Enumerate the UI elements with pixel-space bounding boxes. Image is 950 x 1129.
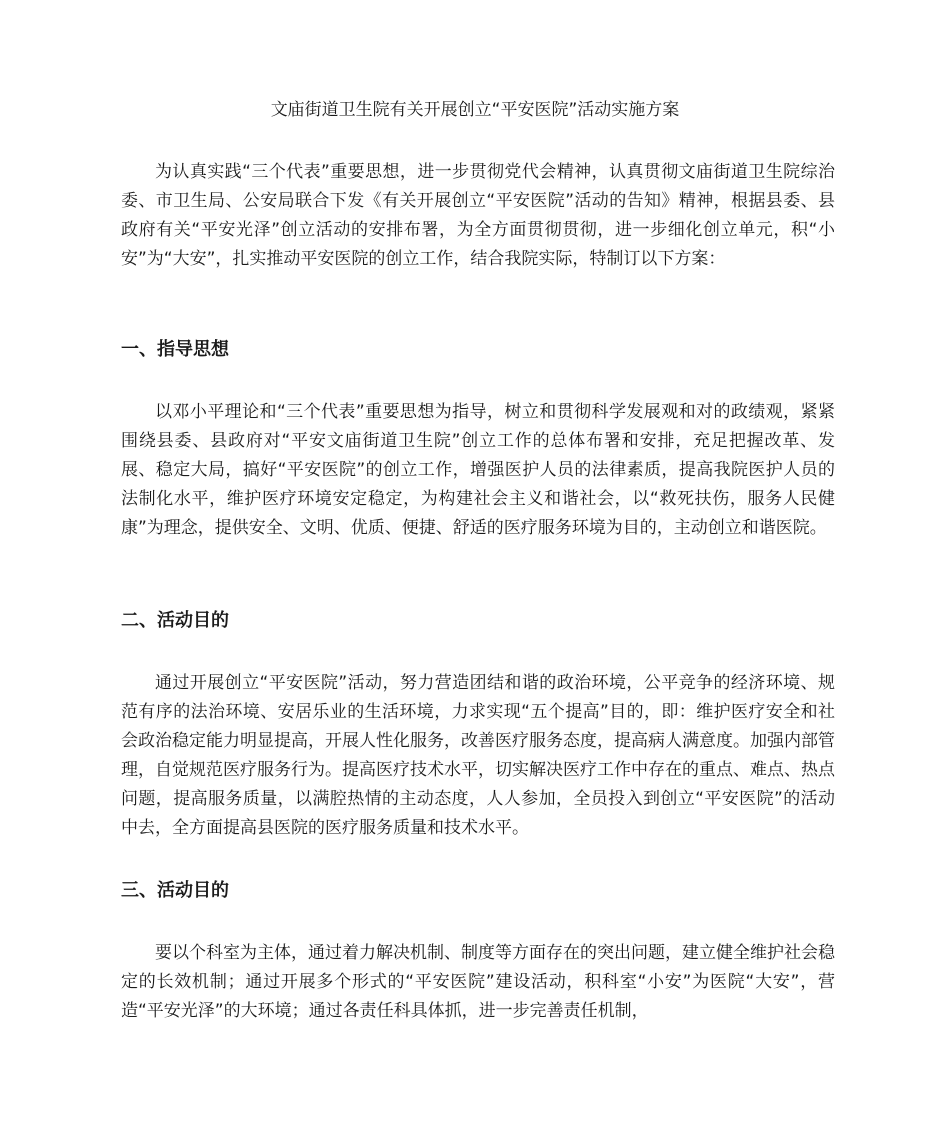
- section-body-activity-purpose: 通过开展创立“平安医院”活动，努力营造团结和谐的政治环境，公平竞争的经济环境、规范有序的法治环境、安居乐业的生活环境，力求实现“五个提高”目的，即：维护医疗安全和社会政治稳定能力明显提高，开展人性化服务，改善医疗服务态度，提高病人满意度。加强内部管理，自觉规范医疗服务行为。提高医疗技术水平，切实解决医疗工作中存在的重点、难点、热点问题，提高服务质量，以满腔热情的主动态度，人人参加，全员投入到创立“平安医院”的活动中去，全方面提高县医院的医疗服务质量和技术水平。: [121, 673, 835, 838]
- section-body-activity-goal: 要以个科室为主体，通过着力解决机制、制度等方面存在的突出问题，建立健全维护社会稳定的长效机制；通过开展多个形式的“平安医院”建设活动，积科室“小安”为医院“大安”，营造“平安光泽”的大环境；通过各责任科具体抓，进一步完善责任机制，: [121, 943, 835, 1021]
- intro-paragraph: 为认真实践“三个代表”重要思想，进一步贯彻党代会精神，认真贯彻文庙街道卫生院综治委、市卫生局、公安局联合下发《有关开展创立“平安医院”活动的告知》精神，根据县委、县政府有关“平安光泽”创立活动的安排布署，为全方面贯彻贯彻，进一步细化创立单元，积“小安”为“大安”，扎实推动平安医院的创立工作，结合我院实际，特制订以下方案：: [121, 162, 835, 269]
- section-body-guiding-thought: 以邓小平理论和“三个代表”重要思想为指导，树立和贯彻科学发展观和对的政绩观，紧紧围绕县委、县政府对“平安文庙街道卫生院”创立工作的总体布署和安排，充足把握改革、发展、稳定大局，搞好“平安医院”的创立工作，增强医护人员的法律素质，提高我院医护人员的法制化水平，维护医疗环境安定稳定，为构建社会主义和谐社会，以“救死扶伤，服务人民健康”为理念，提供安全、文明、优质、便捷、舒适的医疗服务环境为目的，主动创立和谐医院。: [121, 402, 835, 538]
- section-heading-activity-purpose: 二、活动目的: [121, 610, 229, 631]
- document-title: 文庙街道卫生院有关开展创立“平安医院”活动实施方案: [270, 100, 680, 120]
- section-heading-activity-goal: 三、活动目的: [121, 880, 229, 901]
- section-heading-guiding-thought: 一、指导思想: [121, 339, 229, 360]
